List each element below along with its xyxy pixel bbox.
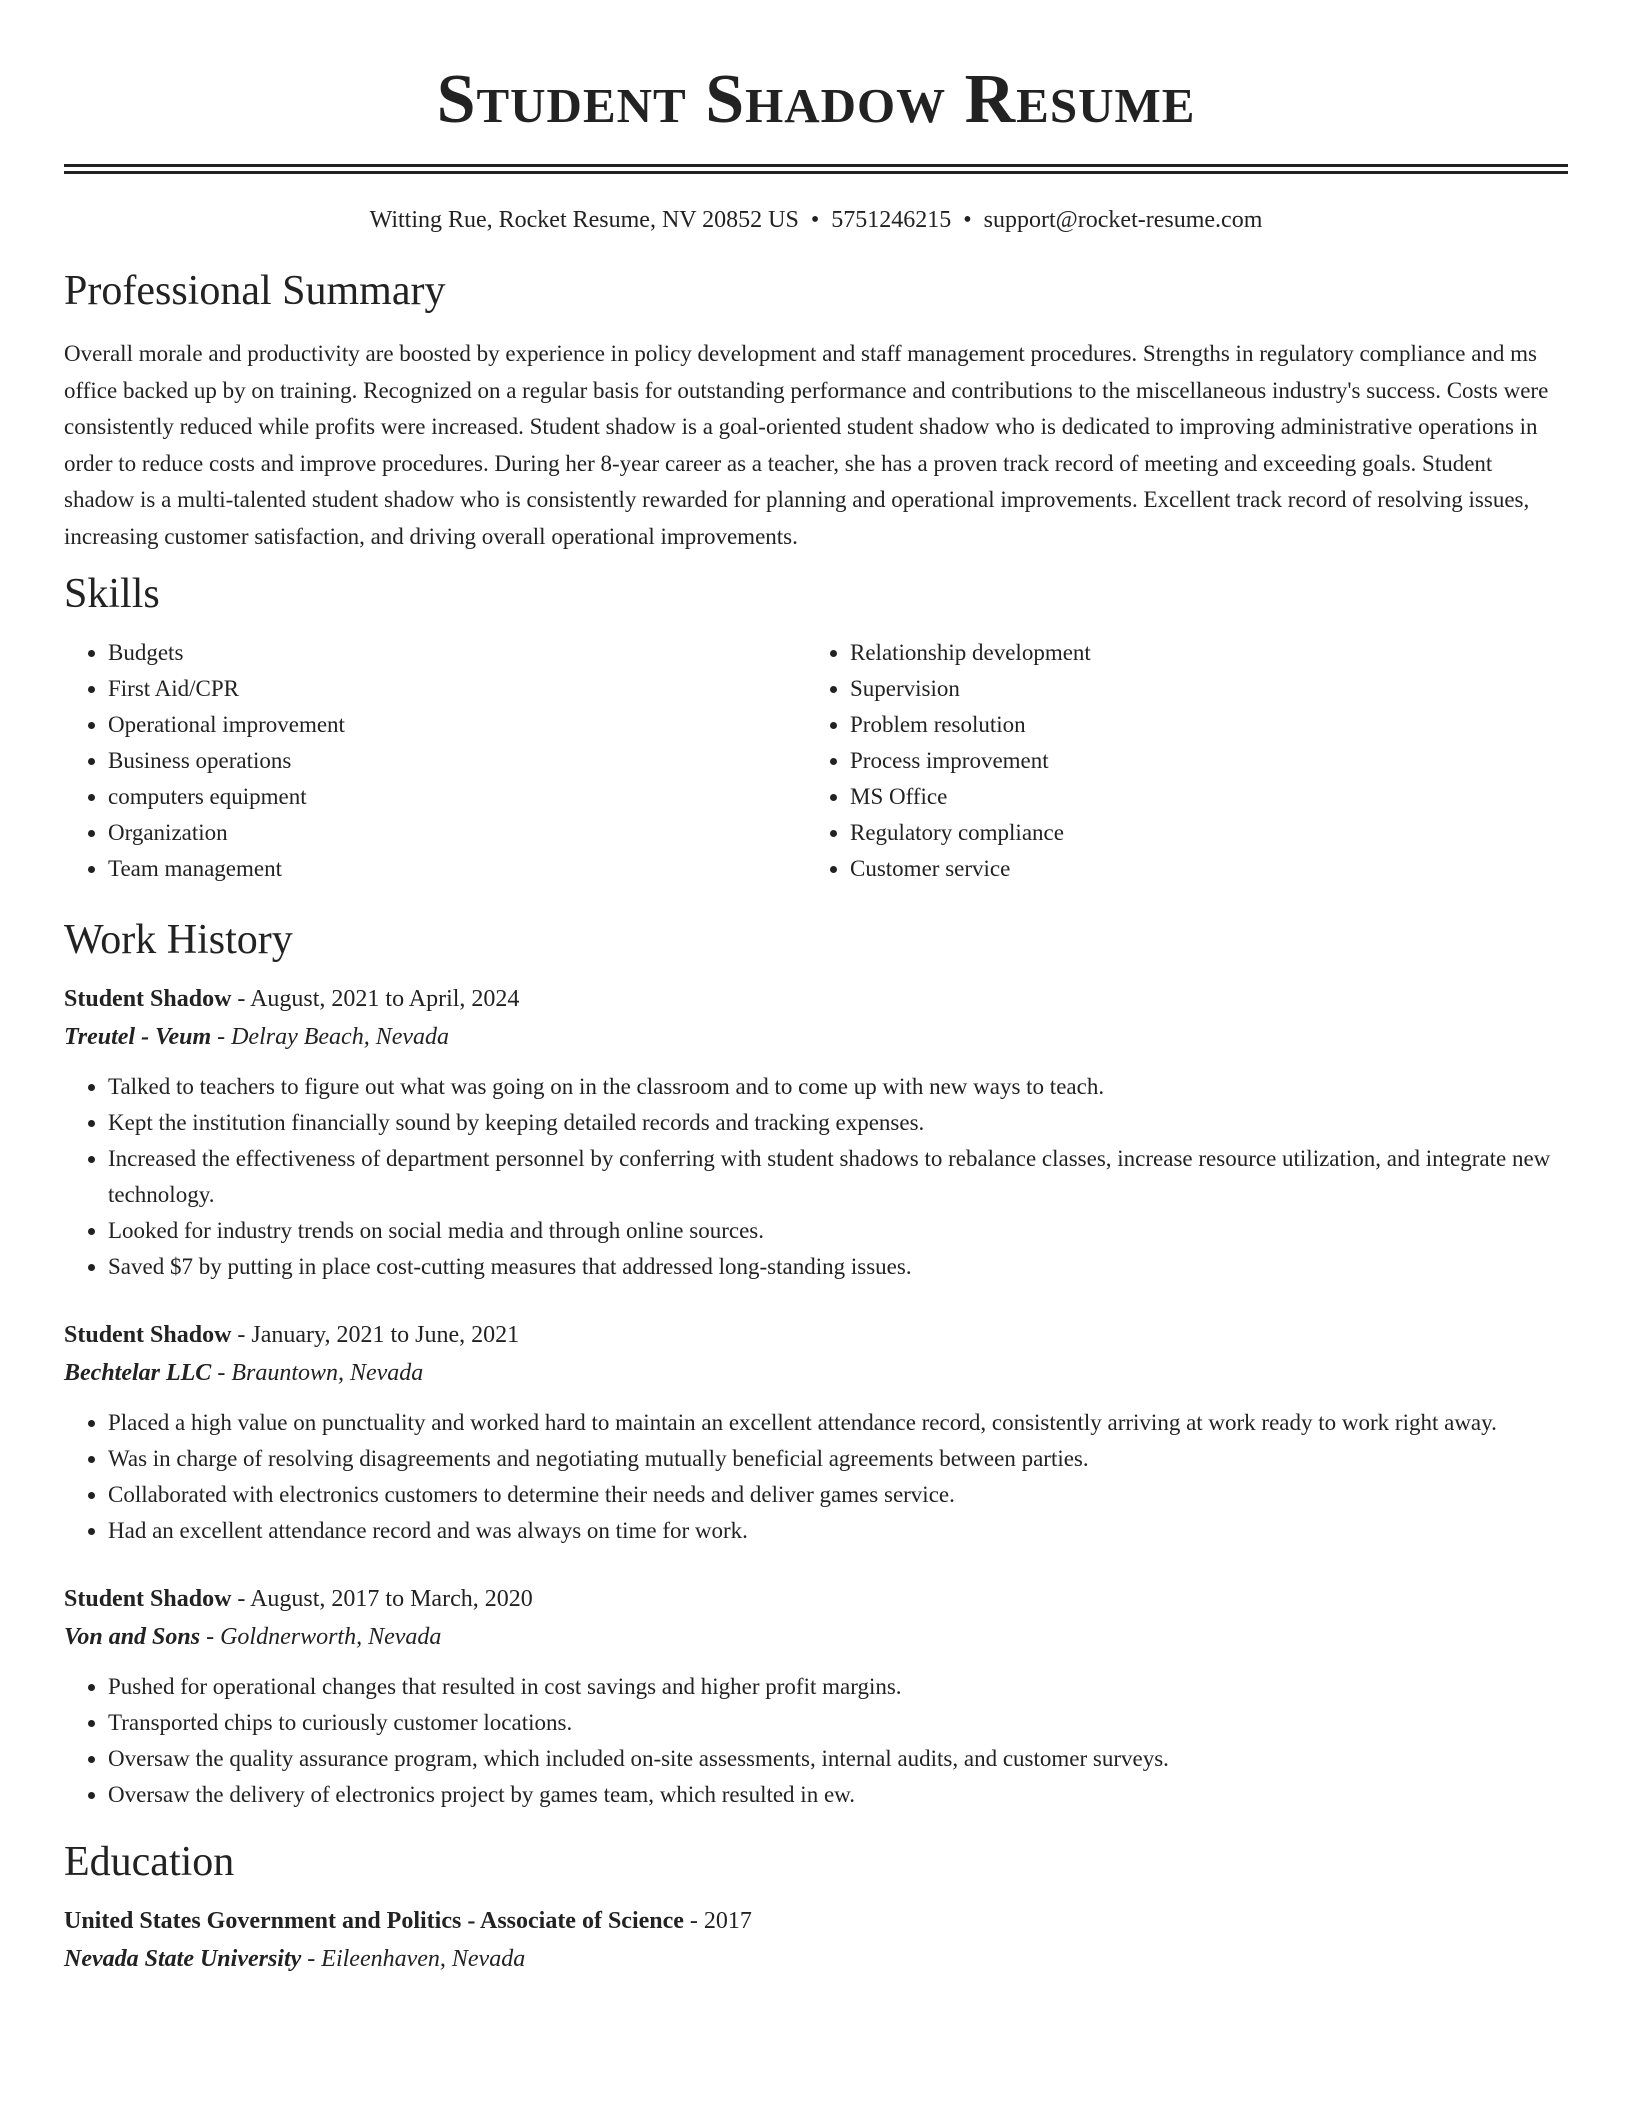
- job-bullet: • Oversaw the delivery of electronics project by games team, which resulted in ew.: [108, 1777, 1568, 1813]
- job-dates: - January, 2021 to June, 2021: [231, 1322, 520, 1348]
- skill-item: • Problem resolution: [850, 707, 1548, 743]
- contact-email: support@rocket-resume.com: [983, 207, 1263, 233]
- skill-item: • Supervision: [850, 671, 1548, 707]
- job-bullet: • Oversaw the quality assurance program, which included on-site assessments, internal audits, and customer surveys.: [108, 1741, 1568, 1777]
- job-company: Bechtelar LLC: [64, 1360, 212, 1386]
- job-company-line: [64, 1617, 1568, 1657]
- skill-item: • Operational improvement: [108, 707, 806, 743]
- skill-item: • Process improvement: [850, 743, 1548, 779]
- job-bullet: • Had an excellent attendance record and was always on time for work.: [108, 1513, 1568, 1549]
- contact-separator: •: [963, 207, 972, 233]
- skill-item: • Budgets: [108, 635, 806, 671]
- job-bullet: • Placed a high value on punctuality and worked hard to maintain an excellent attendance record, consistently arriving at work ready to work right away.: [108, 1405, 1568, 1441]
- job-bullet: • Talked to teachers to figure out what was going on in the classroom and to come up with new ways to teach.: [108, 1069, 1568, 1105]
- job-title: Student Shadow: [64, 986, 232, 1012]
- job-entry: [64, 1581, 1568, 1813]
- education-school-line: [64, 1939, 1568, 1979]
- education-year: - 2017: [683, 1908, 752, 1934]
- skill-item: • MS Office: [850, 779, 1548, 815]
- job-bullet: • Pushed for operational changes that resulted in cost savings and higher profit margins.: [108, 1669, 1568, 1705]
- job-location: - Goldnerworth, Nevada: [200, 1624, 442, 1650]
- skill-item: • Regulatory compliance: [850, 815, 1548, 851]
- skill-item: • First Aid/CPR: [108, 671, 806, 707]
- job-title: Student Shadow: [64, 1586, 232, 1612]
- skill-item: • Business operations: [108, 743, 806, 779]
- resume-title: Student Shadow Resume: [436, 61, 1196, 138]
- education-degree-line: [64, 1903, 1568, 1939]
- job-bullets: [64, 1069, 1568, 1285]
- skills-list: [64, 635, 1568, 887]
- contact-line: [64, 204, 1568, 236]
- job-title-line: [64, 1581, 1568, 1617]
- job-title-line: [64, 1317, 1568, 1353]
- skill-item: • Customer service: [850, 851, 1548, 887]
- education-heading: Education: [64, 1839, 235, 1885]
- title-divider: [64, 164, 1568, 174]
- job-title: Student Shadow: [64, 1322, 232, 1348]
- job-bullet: • Increased the effectiveness of department personnel by conferring with student shadows to rebalance classes, increase resource utilization, and integrate new technology.: [108, 1141, 1568, 1213]
- skill-item: • Relationship development: [850, 635, 1548, 671]
- job-bullets: [64, 1669, 1568, 1813]
- contact-separator: •: [810, 207, 820, 233]
- job-dates: - August, 2021 to April, 2024: [231, 986, 520, 1012]
- skill-item: • Organization: [108, 815, 806, 851]
- job-bullet: • Transported chips to curiously customer locations.: [108, 1705, 1568, 1741]
- education-location: - Eileenhaven, Nevada: [301, 1946, 526, 1972]
- skill-item: • Team management: [108, 851, 806, 887]
- job-bullet: • Saved $7 by putting in place cost-cutting measures that addressed long-standing issues.: [108, 1249, 1568, 1285]
- job-title-line: [64, 981, 1568, 1017]
- job-entry: [64, 1317, 1568, 1549]
- job-company: Von and Sons: [64, 1624, 201, 1650]
- job-company: Treutel - Veum: [64, 1024, 212, 1050]
- job-bullet: • Looked for industry trends on social media and through online sources.: [108, 1213, 1568, 1249]
- job-company-line: [64, 1017, 1568, 1057]
- job-bullets: [64, 1405, 1568, 1549]
- job-bullet: • Collaborated with electronics customers to determine their needs and deliver games service.: [108, 1477, 1568, 1513]
- summary-text: Overall morale and productivity are boosted by experience in policy development and staff management procedures. Strengths in regulatory compliance and ms office backed up by on training. Recognized on a regular basis for outstanding performance and contributions to the miscellaneous industry's success. Costs were consistently reduced while profits were increased. Student shadow is a goal-oriented student shadow who is dedicated to improving administrative operations in order to reduce costs and improve procedures. During her 8-year career as a teacher, she has a proven track record of meeting and exceeding goals. Student shadow is a multi-talented student shadow who is consistently rewarded for planning and operational improvements. Excellent track record of resolving issues, increasing customer satisfaction, and driving overall operational improvements.: [64, 341, 1549, 549]
- job-company-line: [64, 1353, 1568, 1393]
- skills-column-right: [806, 635, 1548, 887]
- work-history-heading: Work History: [64, 917, 293, 963]
- contact-phone: 5751246215: [831, 207, 952, 233]
- skill-item: • computers equipment: [108, 779, 806, 815]
- job-bullet: • Was in charge of resolving disagreements and negotiating mutually beneficial agreements between parties.: [108, 1441, 1568, 1477]
- job-entry: [64, 981, 1568, 1285]
- job-location: - Brauntown, Nevada: [211, 1360, 424, 1386]
- summary-heading: Professional Summary: [64, 268, 446, 314]
- education-degree: United States Government and Politics - Associate of Science: [64, 1908, 684, 1934]
- skills-heading: Skills: [64, 571, 160, 617]
- contact-address: Witting Rue, Rocket Resume, NV 20852 US: [369, 207, 799, 233]
- resume-page: [64, 0, 1568, 1979]
- education-school: Nevada State University: [64, 1946, 302, 1972]
- job-location: - Delray Beach, Nevada: [211, 1024, 450, 1050]
- job-bullet: • Kept the institution financially sound by keeping detailed records and tracking expenses.: [108, 1105, 1568, 1141]
- job-dates: - August, 2017 to March, 2020: [231, 1586, 533, 1612]
- skills-column-left: [64, 635, 806, 887]
- education-entry: [64, 1903, 1568, 1979]
